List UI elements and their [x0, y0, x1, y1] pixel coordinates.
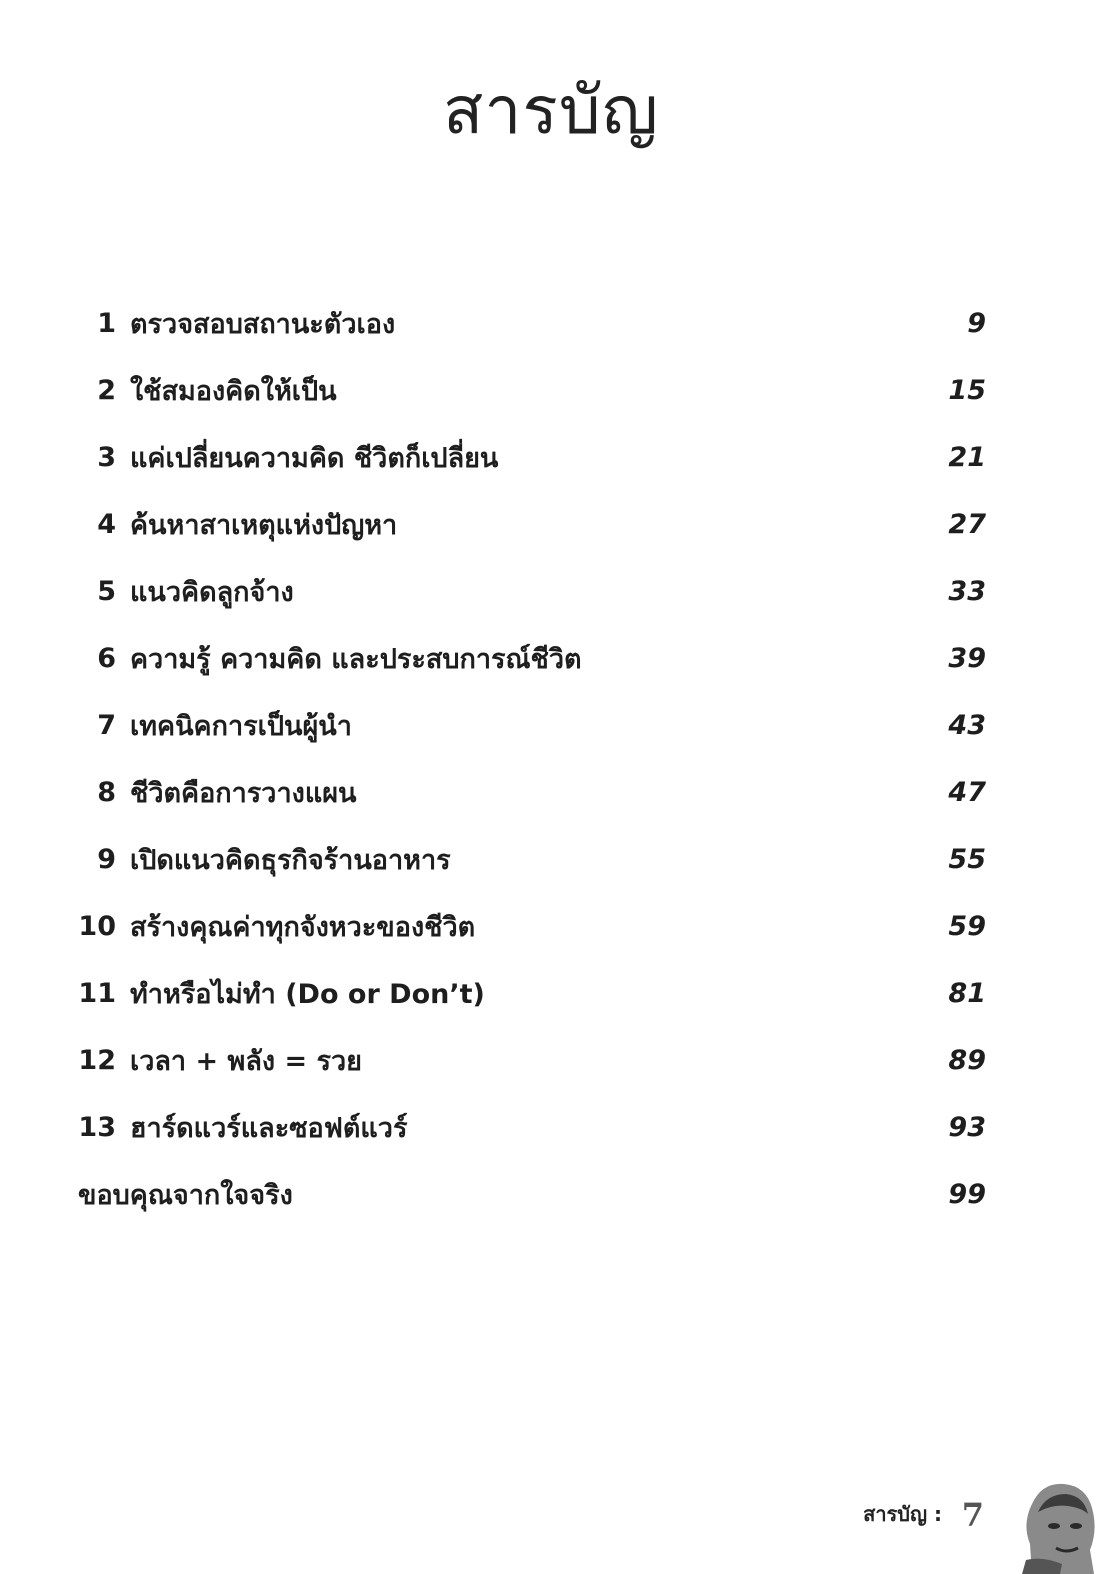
- toc-entry-page: 43: [948, 710, 986, 741]
- table-of-contents: [78, 290, 988, 1228]
- toc-entry-page: 33: [948, 576, 986, 607]
- toc-entry: [78, 290, 988, 357]
- toc-entry-number: 2: [97, 375, 116, 406]
- toc-entry: [78, 759, 988, 826]
- toc-entry: [78, 1161, 988, 1228]
- toc-entry: [78, 357, 988, 424]
- toc-entry-page: 47: [948, 777, 986, 808]
- toc-entry: [78, 960, 988, 1027]
- toc-entry-title: ตรวจสอบสถานะตัวเอง: [130, 309, 396, 340]
- footer-page-number: 7: [961, 1496, 984, 1534]
- toc-entry-number: 5: [97, 576, 116, 607]
- toc-entry: [78, 424, 988, 491]
- toc-entry-number: 10: [78, 911, 116, 942]
- toc-entry-title: ฮาร์ดแวร์และซอฟต์แวร์: [130, 1113, 408, 1144]
- footer-section-label: สารบัญ :: [863, 1502, 942, 1526]
- toc-entry-number: 11: [78, 978, 116, 1009]
- toc-entry-number: 7: [97, 710, 116, 741]
- toc-entry-title: สร้างคุณค่าทุกจังหวะของชีวิต: [130, 912, 476, 943]
- toc-entry: [78, 491, 988, 558]
- toc-entry-page: 99: [948, 1179, 986, 1210]
- toc-entry: [78, 625, 988, 692]
- toc-entry: [78, 692, 988, 759]
- toc-entry-title: ความรู้ ความคิด และประสบการณ์ชีวิต: [130, 644, 582, 675]
- toc-entry-title: ใช้สมองคิดให้เป็น: [130, 376, 337, 407]
- toc-entry-number: 12: [78, 1045, 116, 1076]
- author-photo: [1002, 1464, 1102, 1574]
- toc-entry-page: 93: [948, 1112, 986, 1143]
- toc-entry-number: 3: [97, 442, 116, 473]
- toc-entry: [78, 1094, 988, 1161]
- toc-entry: [78, 558, 988, 625]
- toc-entry-number: 9: [97, 844, 116, 875]
- toc-entry-page: 81: [948, 978, 986, 1009]
- toc-entry-title: ขอบคุณจากใจจริง: [78, 1180, 293, 1211]
- toc-entry: [78, 893, 988, 960]
- toc-entry-title: ทำหรือไม่ทำ (Do or Don’t): [130, 979, 485, 1010]
- toc-entry-title: ชีวิตคือการวางแผน: [130, 778, 357, 809]
- toc-entry-title: เปิดแนวคิดธุรกิจร้านอาหาร: [130, 845, 451, 876]
- toc-entry-title: เวลา + พลัง = รวย: [130, 1046, 362, 1077]
- toc-entry-number: 1: [97, 308, 116, 339]
- toc-entry-number: 6: [97, 643, 116, 674]
- toc-entry-page: 39: [948, 643, 986, 674]
- toc-entry: [78, 1027, 988, 1094]
- toc-entry-page: 9: [967, 308, 986, 339]
- toc-entry-number: 4: [97, 509, 116, 540]
- toc-entry-number: 13: [78, 1112, 116, 1143]
- toc-entry: [78, 826, 988, 893]
- page-title: สารบัญ: [443, 72, 659, 149]
- toc-entry-page: 15: [948, 375, 986, 406]
- toc-entry-title: แนวคิดลูกจ้าง: [130, 577, 294, 608]
- toc-entry-page: 21: [948, 442, 986, 473]
- toc-entry-page: 59: [948, 911, 986, 942]
- toc-entry-title: เทคนิคการเป็นผู้นำ: [130, 711, 352, 742]
- toc-entry-title: ค้นหาสาเหตุแห่งปัญหา: [130, 510, 398, 541]
- toc-entry-page: 27: [948, 509, 986, 540]
- toc-entry-page: 55: [948, 844, 986, 875]
- toc-entry-page: 89: [948, 1045, 986, 1076]
- page-footer: [842, 1454, 1102, 1574]
- toc-entry-title: แค่เปลี่ยนความคิด ชีวิตก็เปลี่ยน: [130, 443, 499, 474]
- toc-entry-number: 8: [97, 777, 116, 808]
